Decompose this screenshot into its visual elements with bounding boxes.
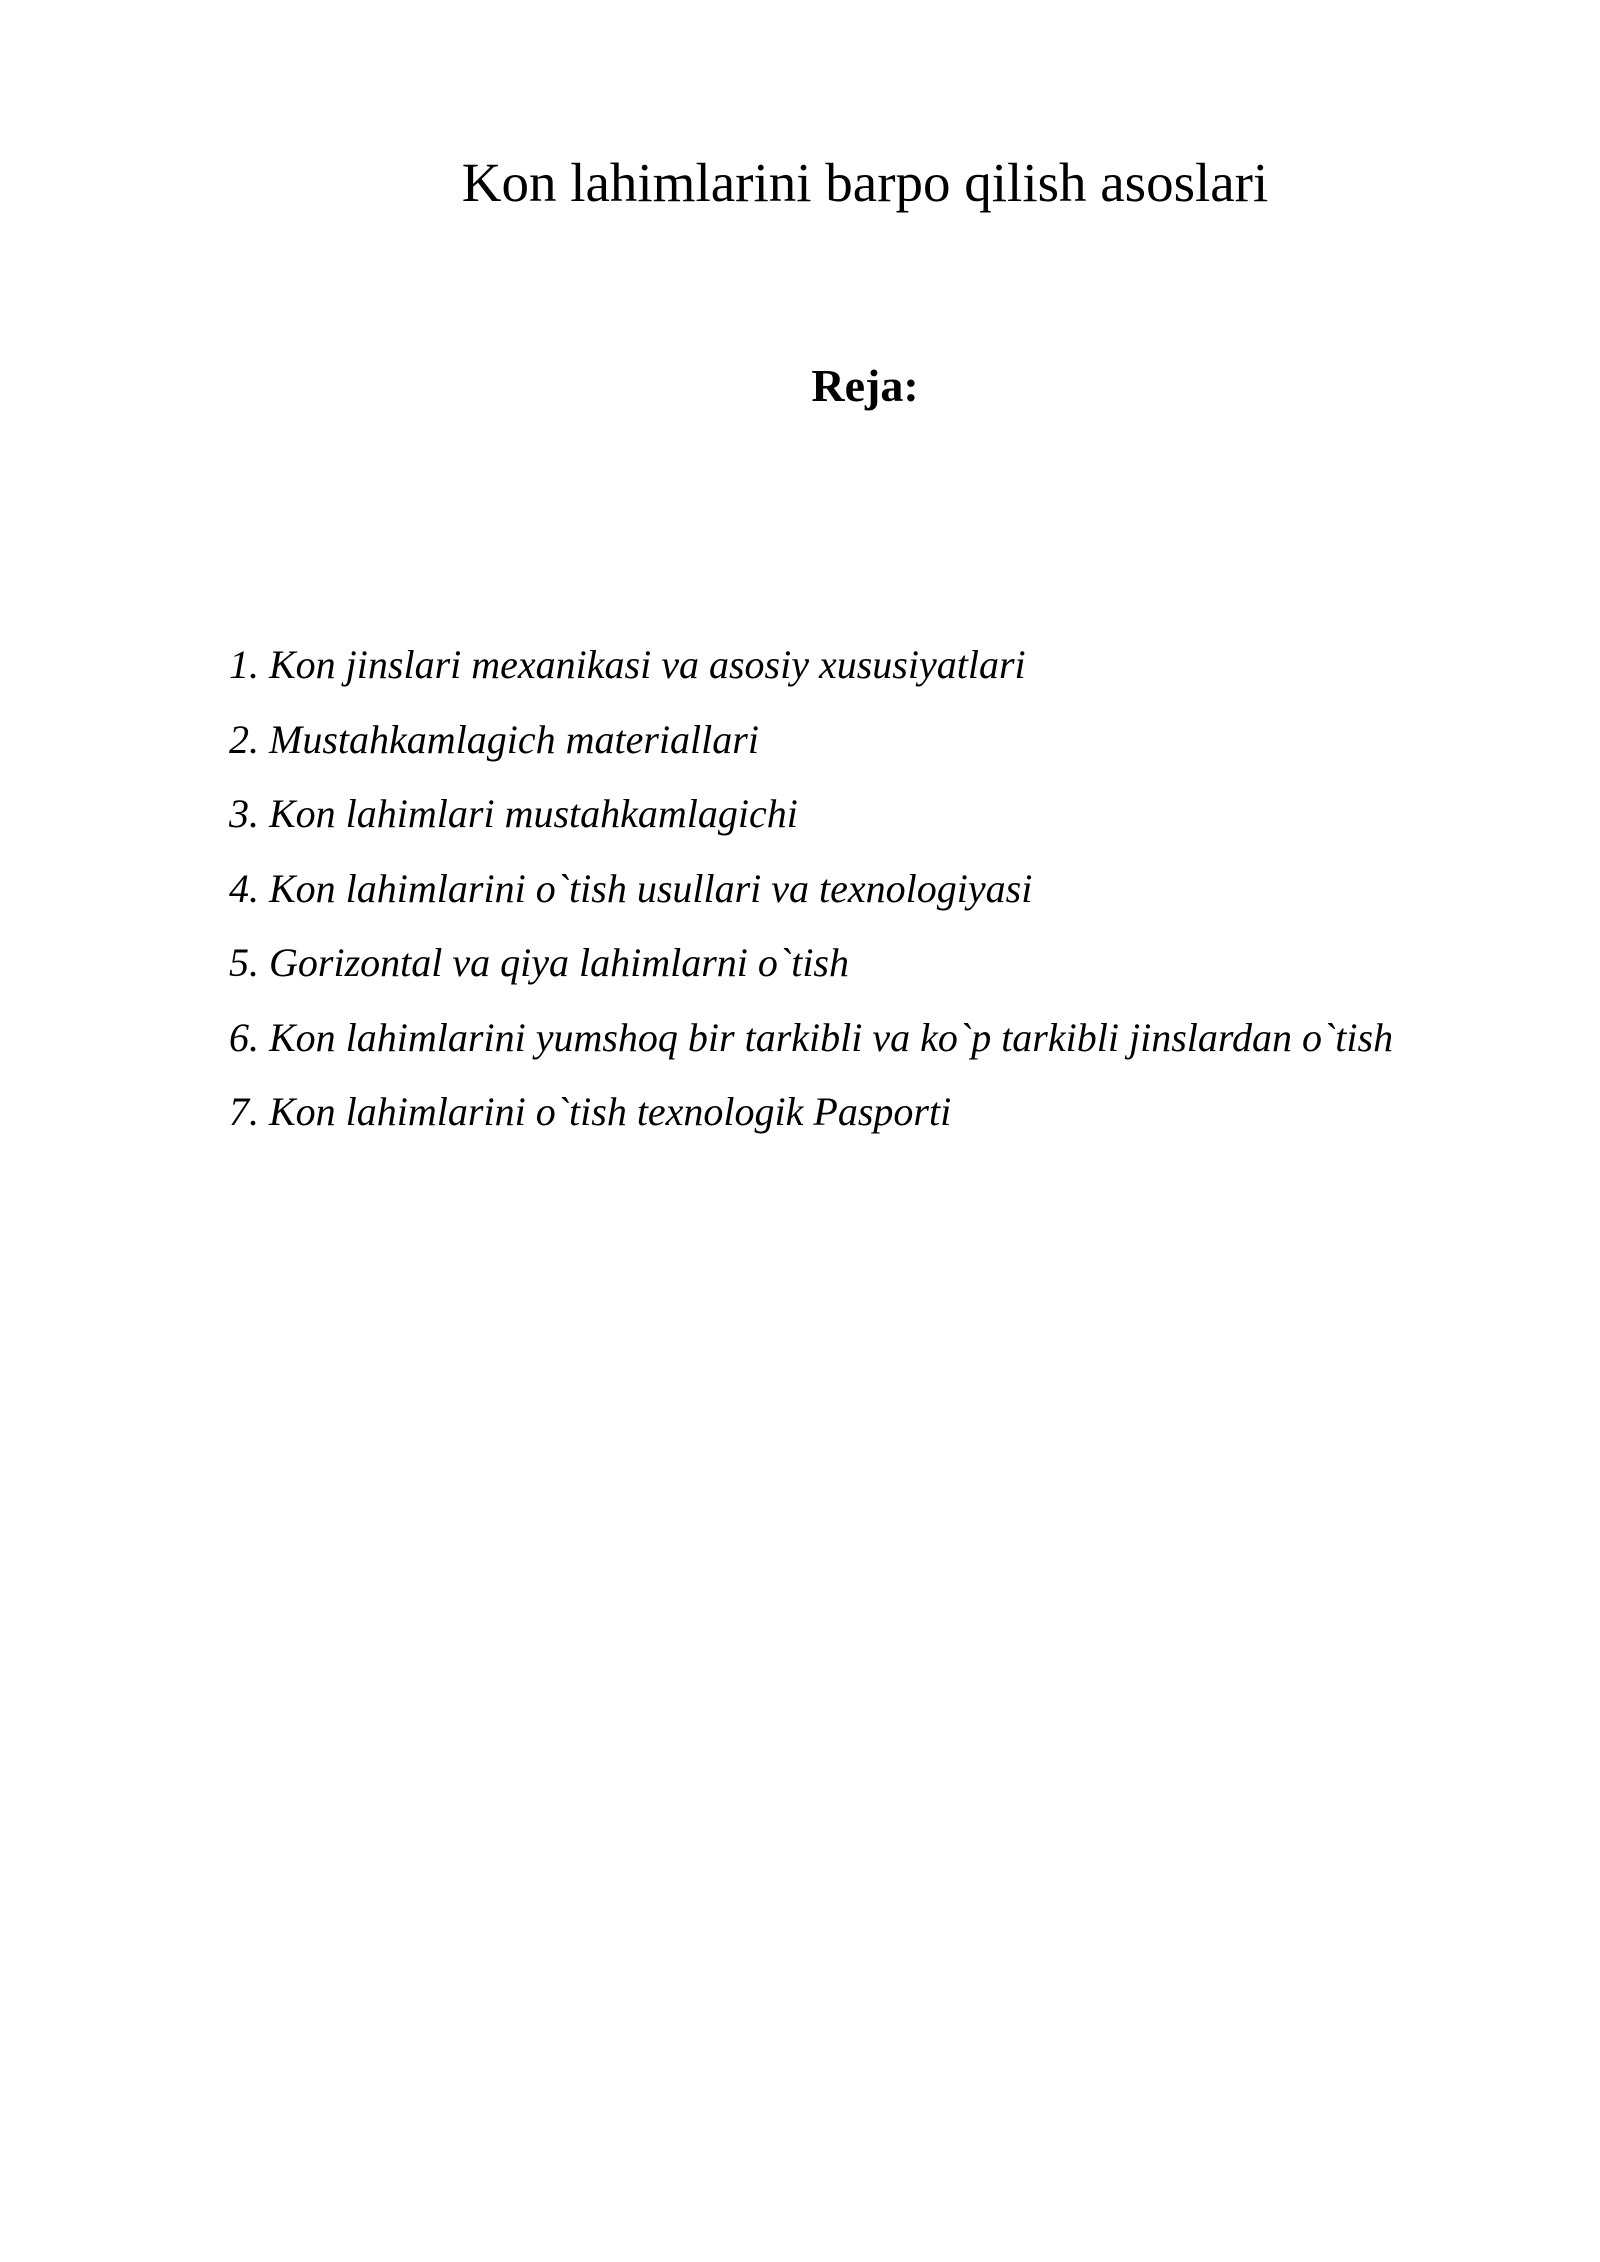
plan-list bbox=[229, 628, 1491, 1150]
plan-item: 1. Kon jinslari mexanikasi va asosiy xususiyatlari bbox=[229, 642, 1026, 687]
plan-item: 7. Kon lahimlarini o`tish texnologik Pasporti bbox=[229, 1089, 952, 1134]
document-title: Kon lahimlarini barpo qilish asoslari bbox=[461, 152, 1269, 213]
plan-item: 2. Mustahkamlagich materiallari bbox=[229, 716, 759, 762]
plan-item: 4. Kon lahimlarini o`tish usullari va texnologiyasi bbox=[229, 865, 1033, 911]
plan-item: 5. Gorizontal va qiya lahimlarni o`tish bbox=[229, 940, 849, 985]
plan-item: 3. Kon lahimlari mustahkamlagichi bbox=[229, 791, 798, 836]
plan-heading: Reja: bbox=[811, 360, 919, 411]
plan-item: 6. Kon lahimlarini yumshoq bir tarkibli va ko`p tarkibli jinslardan o`tish bbox=[229, 1014, 1394, 1060]
